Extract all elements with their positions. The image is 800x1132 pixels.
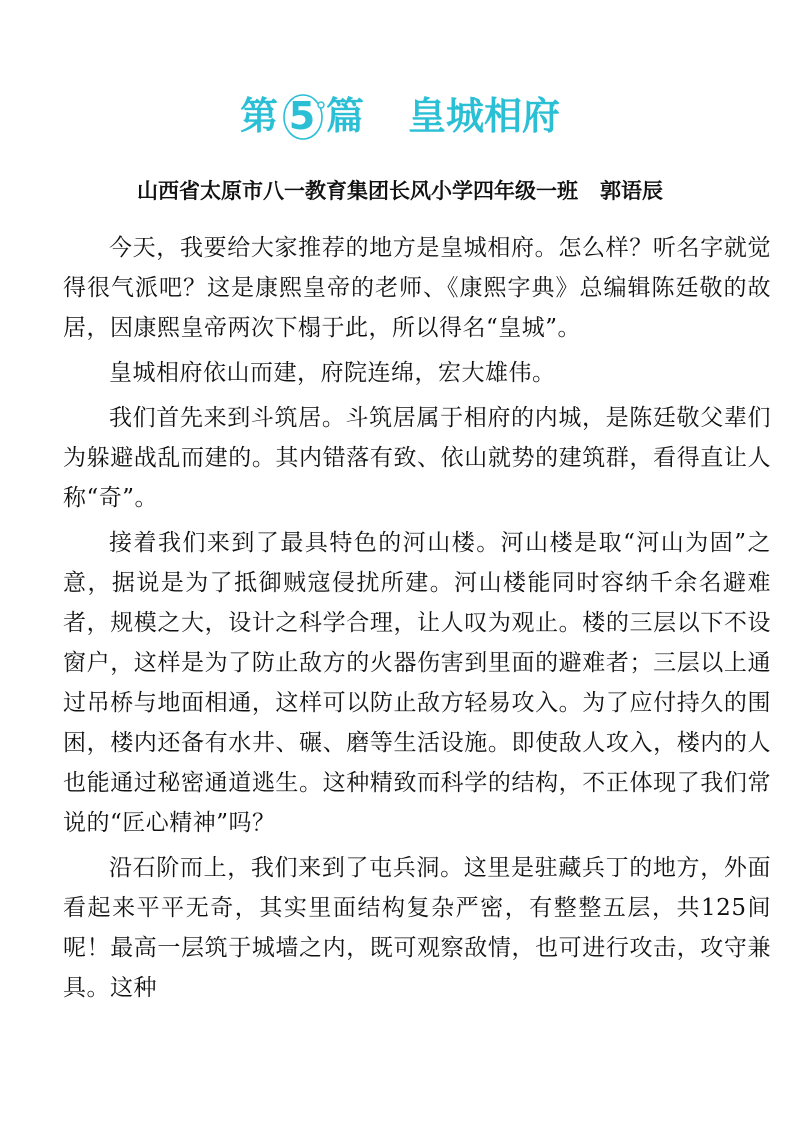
circle-decoration-icon [280,90,326,144]
title-main: 皇城相府 [408,94,561,138]
paragraph: 皇城相府依山而建，府院连绵，宏大雄伟。 [109,360,556,386]
title-number-badge [282,88,322,144]
byline [0,176,800,206]
paragraph: 我们首先来到斗筑居。斗筑居属于相府的内城，是陈廷敬父辈们为躲避战乱而建的。其内错落有致、依山就势的建筑群，看得直让人称“奇”。 [63,405,771,511]
paragraph: 接着我们来到了最具特色的河山楼。河山楼是取“河山为固”之意，据说是为了抵御贼寇侵扰所建。河山楼能同时容纳千余名避难者，规模之大，设计之科学合理，让人叹为观止。楼的三层以下不设窗户，这样是为了防止敌方的火器伤害到里面的避难者；三层以上通过吊桥与地面相通，这样可以防止敌方轻易攻入。为了应付持久的围困，楼内还备有水井、碾、磨等生活设施。即使敌人攻入，楼内的人也能通过秘密通道逃生。这种精致而科学的结构，不正体现了我们常说的“匠心精神”吗？ [63,530,771,836]
article-body [63,228,771,1013]
title-suffix: 篇 [325,94,364,138]
article-title [0,88,800,144]
title-prefix: 第 [239,94,278,138]
paragraph: 今天，我要给大家推荐的地方是皇城相府。怎么样？听名字就觉得很气派吧？这是康熙皇帝的老师、《康熙字典》总编辑陈廷敬的故居，因康熙皇帝两次下榻于此，所以得名“皇城”。 [63,235,771,341]
paragraph: 沿石阶而上，我们来到了屯兵洞。这里是驻藏兵丁的地方，外面看起来平平无奇，其实里面结构复杂严密，有整整五层，共125间呢！最高一层筑于城墙之内，既可观察敌情，也可进行攻击，攻守兼具。这种 [63,855,771,1001]
byline-school: 山西省太原市八一教育集团长风小学四年级一班 [137,178,578,203]
byline-author: 郭语辰 [600,178,663,203]
title-number: 5 [288,94,316,138]
